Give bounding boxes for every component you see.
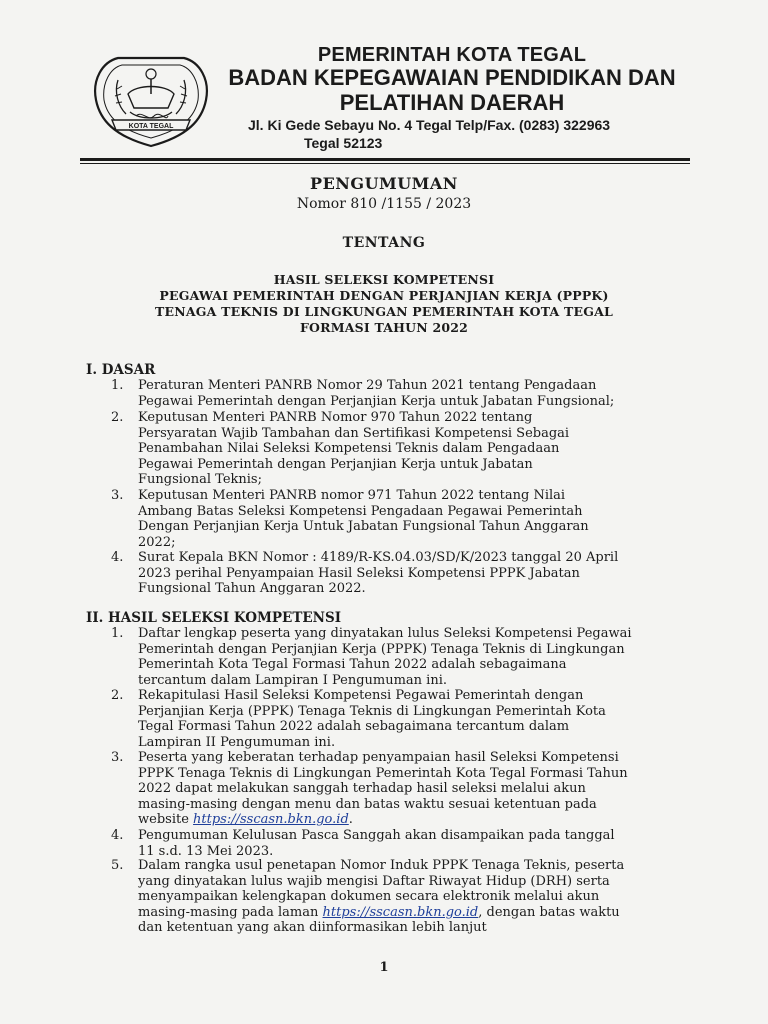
- subject-line: FORMASI TAHUN 2022: [299, 320, 469, 335]
- list-item-text: [138, 410, 710, 488]
- letterhead-text: [212, 44, 692, 152]
- government-name: PEMERINTAH KOTA TEGAL: [317, 44, 587, 66]
- text-line: Dalam rangka usul penetapan Nomor Induk PPPK Tenaga Teknis, peserta: [138, 858, 625, 873]
- text-line: tercantum dalam Lampiran I Pengumuman ini.: [138, 672, 447, 688]
- document-number: Nomor 810 /1155 / 2023: [296, 196, 472, 212]
- text-line: Tegal Formasi Tahun 2022 adalah sebagaimana tercantum dalam: [138, 719, 570, 735]
- text-line: Keputusan Menteri PANRB Nomor 970 Tahun 2022 tentang: [138, 410, 533, 425]
- text-line: Persyaratan Wajib Tambahan dan Sertifikasi Kompetensi Sebagai: [138, 425, 570, 441]
- subject-line: TENAGA TEKNIS DI LINGKUNGAN PEMERINTAH KOTA TEGAL: [154, 304, 613, 319]
- sscasn-link[interactable]: https://sscasn.bkn.go.id: [193, 812, 349, 828]
- text-line: Pengumuman Kelulusan Pasca Sanggah akan disampaikan pada tanggal: [138, 828, 615, 843]
- list-item-number: 2.: [111, 688, 124, 703]
- document-heading: PENGUMUMAN: [310, 174, 458, 193]
- text-line: 11 s.d. 13 Mei 2023.: [138, 843, 274, 859]
- text-line: Ambang Batas Seleksi Kompetensi Pengadaan Pegawai Pemerintah: [138, 503, 583, 519]
- list-item-number: 1.: [111, 378, 124, 393]
- text-line: Pegawai Pemerintah dengan Perjanjian Kerja untuk Jabatan Fungsional;: [138, 393, 615, 409]
- list-item-text: [138, 378, 710, 409]
- text-line: Peraturan Menteri PANRB Nomor 29 Tahun 2021 tentang Pengadaan: [138, 378, 597, 393]
- text-fragment: , dengan batas waktu: [478, 904, 620, 920]
- list-item-number: 4.: [111, 828, 124, 843]
- text-line: yang dinyatakan lulus wajib mengisi Daftar Riwayat Hidup (DRH) serta: [138, 873, 610, 889]
- list-item-text: [138, 488, 710, 550]
- letterhead-rule-thick: [80, 158, 690, 161]
- text-line: Pemerintah dengan Perjanjian Kerja (PPPK) Tenaga Teknis di Lingkungan: [138, 641, 625, 657]
- text-line: dan ketentuan yang akan diinformasikan lebih lanjut: [138, 920, 487, 936]
- text-line: PPPK Tenaga Teknis di Lingkungan Pemerintah Kota Tegal Formasi Tahun: [138, 765, 628, 781]
- list-item-text: [138, 828, 710, 859]
- sscasn-link[interactable]: https://sscasn.bkn.go.id: [322, 904, 479, 920]
- list-item-text: [138, 688, 710, 750]
- list-item-number: 4.: [111, 550, 124, 565]
- text-line: 2022 dapat melakukan sanggah terhadap hasil seleksi melalui akun: [138, 781, 586, 797]
- text-fragment: .: [348, 812, 353, 828]
- text-line: Fungsional Teknis;: [138, 472, 262, 488]
- text-line: Penambahan Nilai Seleksi Kompetensi Teknis dalam Pengadaan: [138, 441, 560, 457]
- agency-name-line2: PELATIHAN DAERAH: [339, 90, 565, 115]
- section-dasar-title: I. DASAR: [86, 362, 156, 378]
- agency-name-line1: BADAN KEPEGAWAIAN PENDIDIKAN DAN: [228, 65, 676, 90]
- text-line: 2023 perihal Penyampaian Hasil Seleksi Kompetensi PPPK Jabatan: [138, 565, 580, 581]
- list-item-number: 1.: [111, 626, 124, 641]
- text-line: Keputusan Menteri PANRB nomor 971 Tahun 2022 tentang Nilai: [138, 488, 566, 503]
- text-line: Peserta yang keberatan terhadap penyampaian hasil Seleksi Kompetensi: [138, 750, 619, 765]
- letterhead-rule-thin: [80, 163, 690, 164]
- text-fragment: website: [138, 812, 194, 828]
- text-line: 2022;: [138, 534, 176, 550]
- text-line: Fungsional Tahun Anggaran 2022.: [138, 581, 366, 597]
- text-line: Dengan Perjanjian Kerja Untuk Jabatan Fungsional Tahun Anggaran: [138, 519, 589, 535]
- text-fragment: masing-masing pada laman: [138, 904, 323, 920]
- text-line: Surat Kepala BKN Nomor : 4189/R-KS.04.03/SD/K/2023 tanggal 20 April: [138, 550, 619, 565]
- list-item-text: [138, 750, 710, 828]
- list-item-number: 3.: [111, 488, 124, 503]
- list-item-number: 2.: [111, 410, 124, 425]
- document-subject: [0, 272, 768, 336]
- emblem-ribbon-text: KOTA TEGAL: [128, 123, 174, 130]
- text-line: Rekapitulasi Hasil Seleksi Kompetensi Pegawai Pemerintah dengan: [138, 688, 584, 703]
- kota-tegal-emblem-icon: [88, 50, 214, 150]
- text-line: [138, 812, 710, 828]
- subject-line: PEGAWAI PEMERINTAH DENGAN PERJANJIAN KERJA (PPPK): [159, 288, 609, 303]
- text-line: menyampaikan kelengkapan dokumen secara elektronik melalui akun: [138, 889, 600, 905]
- agency-postal: Tegal 52123: [304, 135, 383, 151]
- section-hasil-title: II. HASIL SELEKSI KOMPETENSI: [86, 610, 342, 626]
- text-line: Daftar lengkap peserta yang dinyatakan lulus Seleksi Kompetensi Pegawai: [138, 626, 632, 641]
- document-subject-label: TENTANG: [342, 235, 426, 251]
- text-line: Lampiran II Pengumuman ini.: [138, 734, 336, 750]
- subject-line: HASIL SELEKSI KOMPETENSI: [273, 272, 495, 287]
- page-number: 1: [379, 960, 389, 975]
- text-line: Perjanjian Kerja (PPPK) Tenaga Teknis di Lingkungan Pemerintah Kota: [138, 703, 606, 719]
- letterhead: [0, 0, 768, 170]
- list-item-text: [138, 626, 710, 688]
- list-item-text: [138, 550, 710, 597]
- agency-address: Jl. Ki Gede Sebayu No. 4 Tegal Telp/Fax. (0283) 322963: [248, 117, 611, 133]
- text-line: masing-masing dengan menu dan batas waktu sesuai ketentuan pada: [138, 796, 597, 812]
- text-line: [138, 905, 710, 921]
- list-item-text: [138, 858, 710, 936]
- text-line: Pemerintah Kota Tegal Formasi Tahun 2022 adalah sebagaimana: [138, 657, 567, 673]
- list-item-number: 3.: [111, 750, 124, 765]
- list-item-number: 5.: [111, 858, 124, 873]
- text-line: Pegawai Pemerintah dengan Perjanjian Kerja untuk Jabatan: [138, 456, 533, 472]
